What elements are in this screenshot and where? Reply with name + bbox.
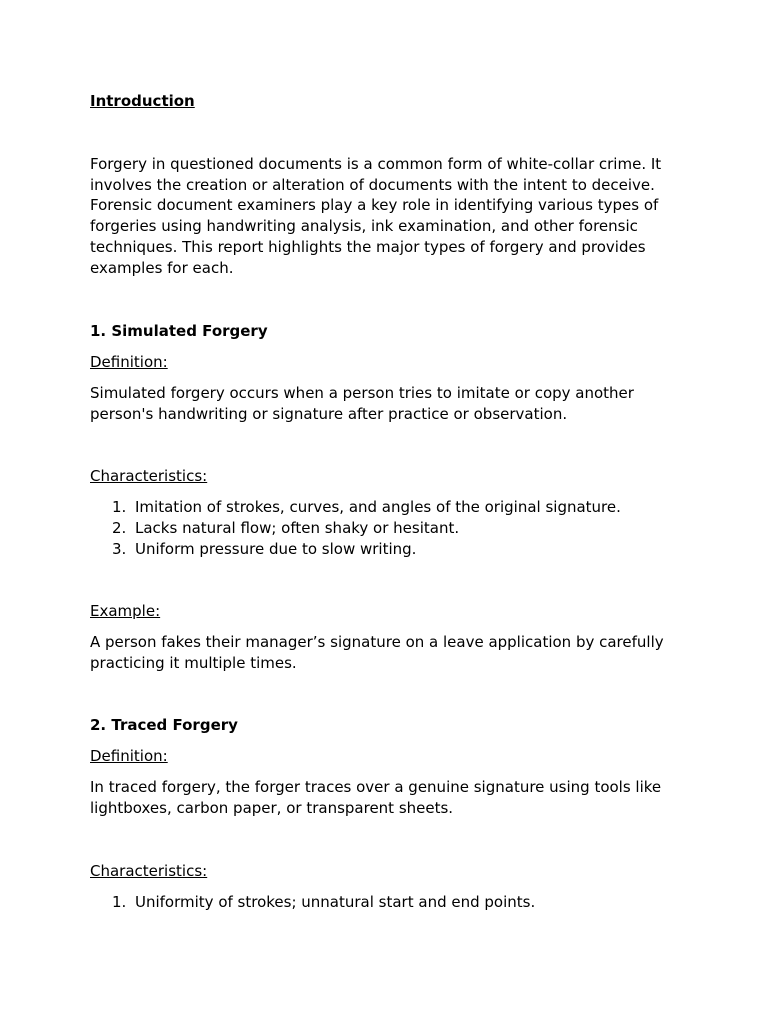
section1-example-label: Example:	[90, 602, 161, 620]
section1-heading: 1. Simulated Forgery	[90, 322, 268, 340]
intro-paragraph: Forgery in questioned documents is a common form of white-collar crime. It involves the creation or alteration of documents with the intent to deceive. Forensic document examiners play a key role in identifying various types of forgeries using handwriting analysis, ink examination, and other forensic techniques. This report highlights the major types of forgery and provides examples for each.	[90, 155, 662, 277]
section1-definition-text: Simulated forgery occurs when a person tries to imitate or copy another person's handwriting or signature after practice or observation.	[90, 384, 634, 423]
list-item-text: Uniform pressure due to slow writing.	[135, 540, 417, 558]
section2-characteristics-label: Characteristics:	[90, 862, 208, 880]
section2-definition-label: Definition:	[90, 747, 168, 765]
intro-heading: Introduction	[90, 92, 195, 110]
section1-characteristics-label: Characteristics:	[90, 467, 208, 485]
section2-characteristics-list	[90, 892, 680, 913]
section1-example-text: A person fakes their manager’s signature on a leave application by carefully practicing it multiple times.	[90, 633, 664, 672]
list-item-number: 1.	[112, 893, 127, 911]
list-item	[90, 497, 680, 518]
section2-definition-text: In traced forgery, the forger traces over a genuine signature using tools like lightboxes, carbon paper, or transparent sheets.	[90, 778, 662, 817]
list-item-number: 1.	[112, 498, 127, 516]
list-item-number: 3.	[112, 540, 127, 558]
list-item	[90, 539, 680, 560]
list-item	[90, 892, 680, 913]
section1-definition-label: Definition:	[90, 353, 168, 371]
list-item	[90, 518, 680, 539]
section1-characteristics-list	[90, 497, 680, 560]
list-item-text: Uniformity of strokes; unnatural start and end points.	[135, 893, 536, 911]
section2-heading: 2. Traced Forgery	[90, 716, 238, 734]
list-item-text: Imitation of strokes, curves, and angles of the original signature.	[135, 498, 621, 516]
list-item-text: Lacks natural flow; often shaky or hesitant.	[135, 519, 460, 537]
list-item-number: 2.	[112, 519, 127, 537]
